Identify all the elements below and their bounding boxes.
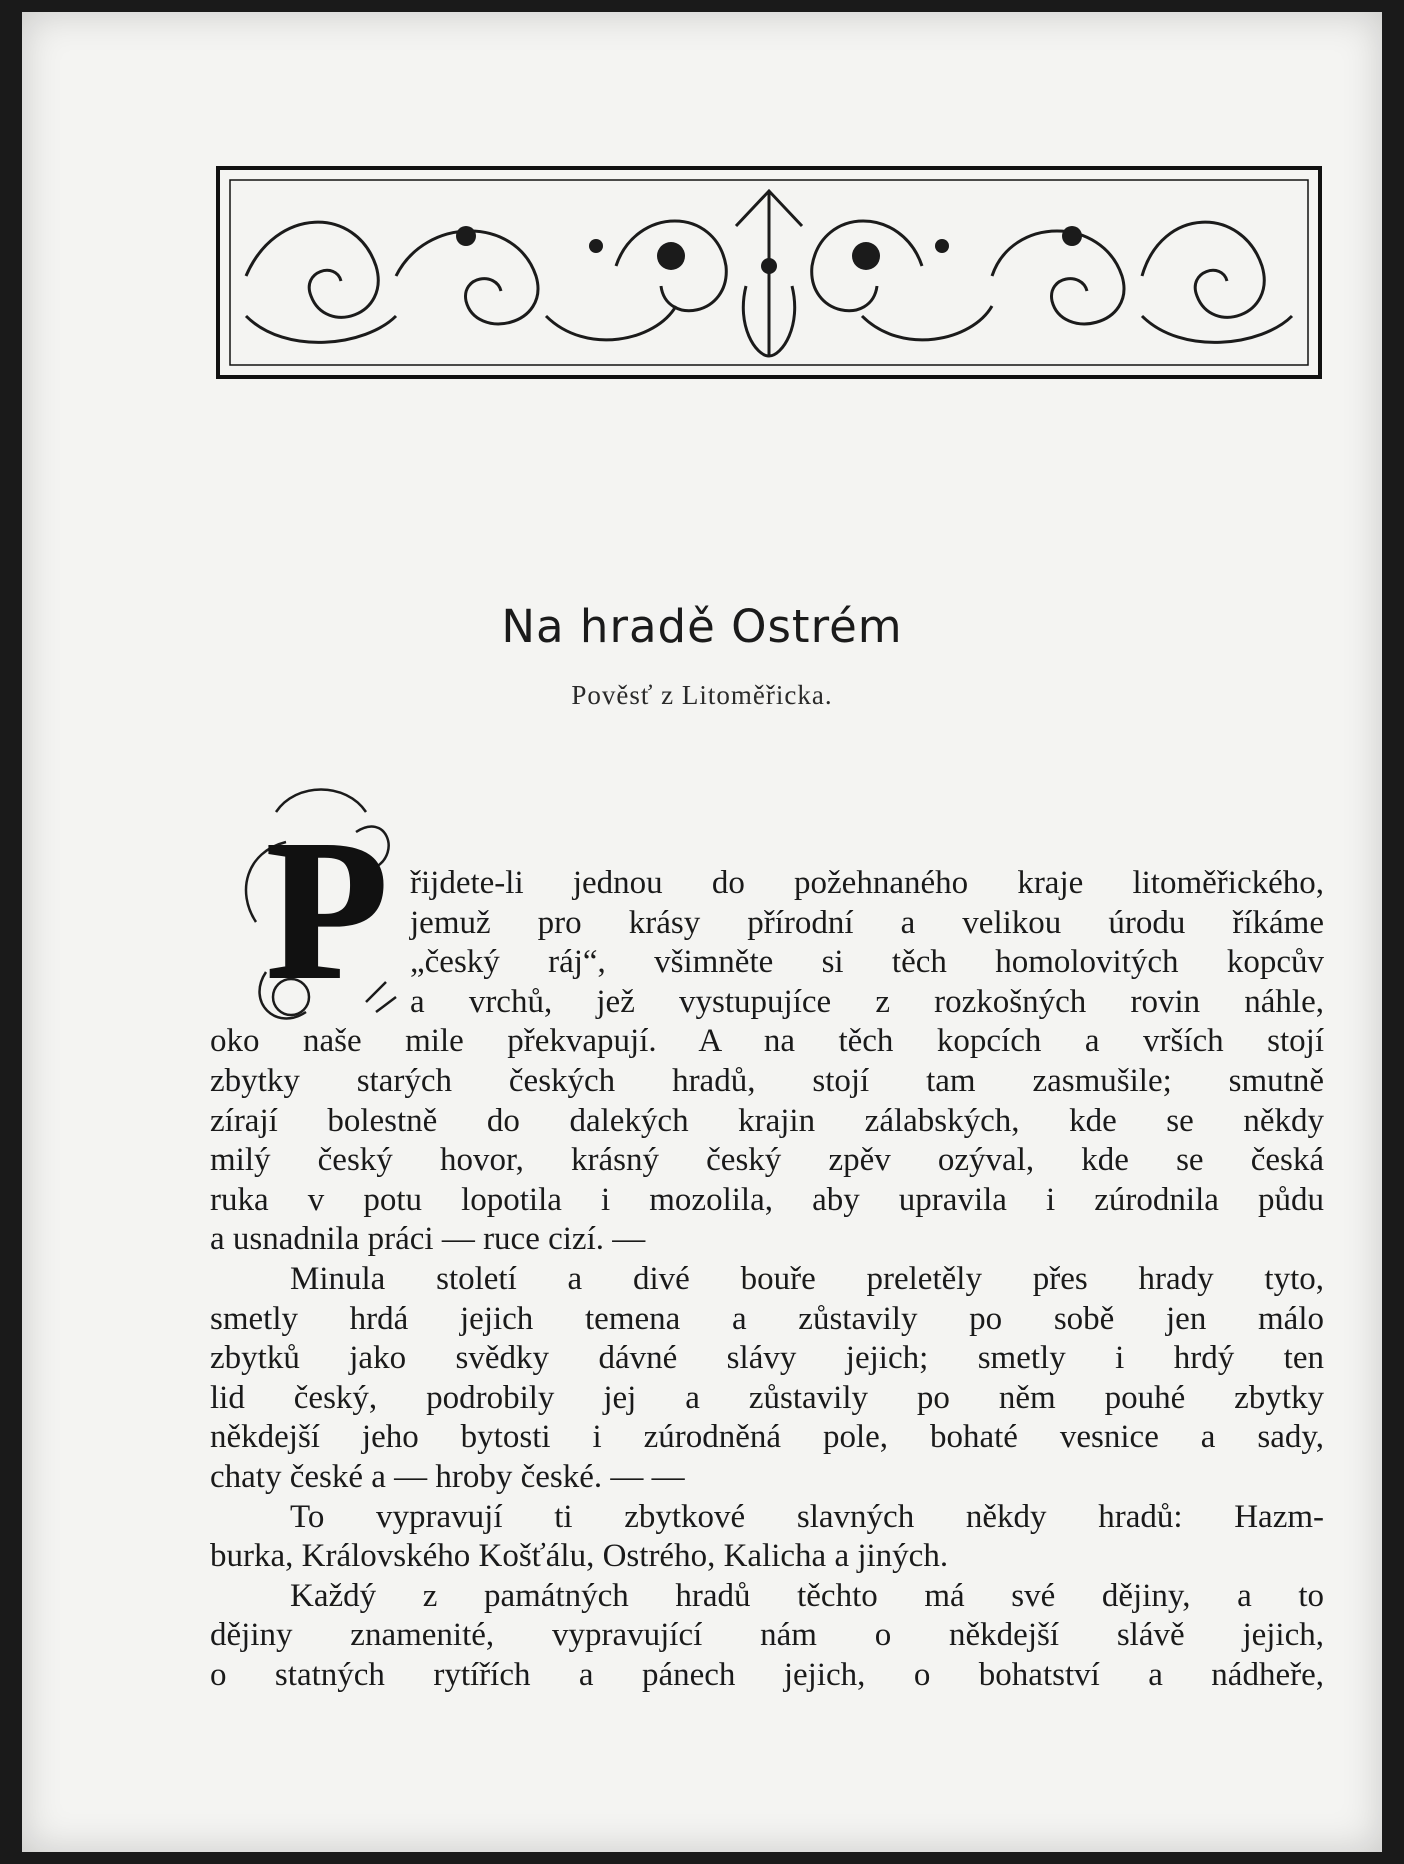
text-line: řijdete-li jednou do požehnaného kraje litoměřického, [410, 865, 1324, 901]
text-line: o statných rytířích a pánech jejich, o bohatství a nádheře, [210, 1656, 1324, 1693]
page-subtitle: Pověsť z Litoměřicka. [571, 680, 833, 710]
text-line: zbytků jako svědky dávné slávy jejich; smetly i hrdý ten [210, 1340, 1324, 1377]
text-line: milý český hovor, krásný český zpěv ozýval, kde se česká [210, 1142, 1324, 1179]
book-page [22, 12, 1382, 1852]
text-line: někdejší jeho bytosti i zúrodněná pole, bohaté vesnice a sady, [210, 1419, 1324, 1456]
ornamental-headpiece [216, 166, 1322, 379]
text-line: chaty české a — hroby české. — — [210, 1458, 685, 1495]
text-line: jemuž pro krásy přírodní a velikou úrodu říkáme [410, 904, 1324, 941]
text-line: a vrchů, jež vystupujíce z rozkošných rovin náhle, [410, 983, 1324, 1020]
drop-cap-letter: P [266, 800, 389, 1021]
body-text [210, 864, 1324, 1695]
text-line: oko naše mile překvapují. A na těch kopcích a vrších stojí [210, 1023, 1324, 1060]
text-line: To vypravují ti zbytkové slavných někdy hradů: Hazm- [290, 1498, 1324, 1535]
page-title: Na hradě Ostrém [501, 600, 903, 653]
text-line: burka, Královského Košťálu, Ostrého, Kalicha a jiných. [210, 1538, 949, 1575]
text-line: zírají bolestně do dalekých krajin zálabských, kde se někdy [210, 1102, 1324, 1139]
text-line: Minula století a divé bouře preletěly přes hrady tyto, [290, 1260, 1324, 1297]
text-line: lid český, podrobily jej a zůstavily po něm pouhé zbytky [210, 1379, 1324, 1416]
text-line: smetly hrdá jejich temena a zůstavily po sobě jen málo [210, 1300, 1324, 1337]
text-line: zbytky starých českých hradů, stojí tam zasmušile; smutně [210, 1062, 1324, 1099]
text-line: „český ráj“, všimněte si těch homolovitých kopcův [410, 944, 1324, 981]
text-line: dějiny znamenité, vypravující nám o někdejší slávě jejich, [210, 1617, 1324, 1654]
text-line: ruka v potu lopotila i mozolila, aby upravila i zúrodnila půdu [210, 1181, 1324, 1218]
text-line: a usnadnila práci — ruce cizí. — [210, 1221, 646, 1258]
text-line: Každý z památných hradů těchto má své dějiny, a to [290, 1577, 1324, 1614]
